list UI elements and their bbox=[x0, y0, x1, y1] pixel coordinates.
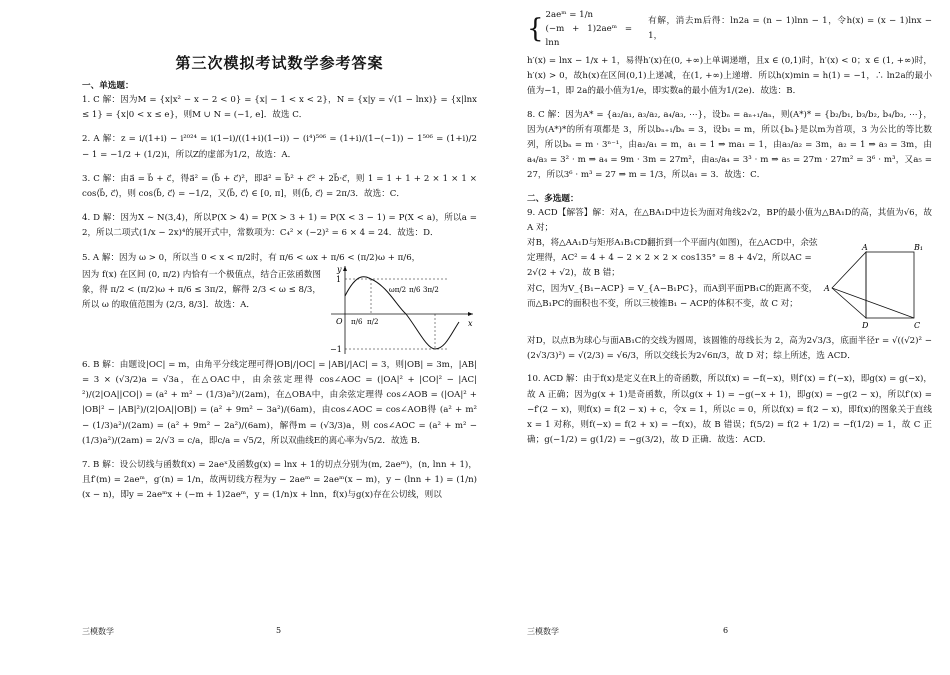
footer-name-right: 三模数学 bbox=[527, 627, 559, 636]
page-title: 第三次模拟考试数学参考答案 bbox=[175, 54, 384, 72]
graph-y-label: y bbox=[337, 264, 342, 274]
page-6 bbox=[505, 0, 950, 675]
answer-q9-a: 9. ACD【解答】解：对A，在△BA₁D中边长为面对角线2√2，BP的最小值为△BA₁D的高，其值为√6，故 A 对； bbox=[527, 207, 932, 233]
graph-tick-3pi2: 3π/2 bbox=[423, 285, 439, 294]
geo-label-A: A bbox=[824, 284, 830, 294]
footer-page-right: 6 bbox=[723, 626, 729, 635]
answer-q8: 8. C 解：因为A* = {a₂/a₁, a₃/a₂, a₄/a₃, ⋯}，设bₙ = aₙ₊₁/aₙ，则(A*)* = {b₂/b₁, b₃/b₂, b₄/b₃, ⋯}，因为(A*)*的所有项都是 3，所以bₙ₊₁/bₙ = 3，设b₁ = m，所以{bₙ}是以m为首项，3 为公比的等比数列，所以bₙ = m · 3ⁿ⁻¹，由a₂/a₁ = m，a₁ = 1 ⇒ ma₁ = 1，由a₃/a₂ = 3m，a₂ = 1 ⇒ a₃ = 3m，由a₄/a₃ = 3² · m ⇒ a₄ = 9m · 3m = 27m²，由a₅/a₄ = 3³ · m ⇒ a₅ = 27m · 27m² = 3⁶ · m³，又a₅ = 27，所以3⁶ · m³ = 27 ⇒ m = 1/3，所以a₁ = 3．故选：C． bbox=[527, 109, 932, 181]
answer-q5-intro: 5. A 解：因为 ω > 0，所以当 0 < x < π/2时，有 π/6 < ωx + π/6 < (π/2)ω + π/6， bbox=[82, 252, 421, 263]
answer-q1: 1. C 解：因为M = {x|x² − x − 2 < 0} = {x| − 1 < x < 2}，N = {x|y = √(1 − lnx)} = {x|lnx ≤ 1} = {x|0 < x ≤ e}，则M ∪ N = (−1, e]．故选 C． bbox=[82, 95, 477, 121]
system-eq2: (−m + 1)2aeᵐ = lnn bbox=[545, 24, 633, 48]
answer-q6: 6. B 解：由题设|OC| = m，由角平分线定理可得|OB|/|OC| = |AB|/|AC| = 3，则|OB| = 3m，|AB| = 3 × (√3/2)a = √3a，在△OAC中，由余弦定理得 cos∠AOC = (|OA|² + |CO|² − |AC|²)/(2|OA||CO|) = (a² + m² − (1/3)a²)/(2am)，在△OBA中，由余弦定理得 cos∠AOB = (|OA|² + |OB|² − |AB|²)/(2|OA||OB|) = (a² + 9m² − 3a²)/(6am)，由cos∠AOC = cos∠AOB得 (a² + m² − (1/3)a²)/(2am) = (a² + 9m² − 2a²)/(6am)，解得m = (√3/3)a，则 cos∠AOC = (a² + m² − (1/3)a²)/(2am) = 2/√3 = c/a，即c/a = √5/2，所以双曲线E的离心率为√5/2．故选 B． bbox=[82, 359, 477, 446]
graph-origin: O bbox=[336, 316, 343, 326]
graph-y-top: 1 bbox=[336, 274, 342, 284]
footer-page-left: 5 bbox=[276, 626, 282, 635]
answer-q9-c: 对C，因为V_{B₁−ACP} = V_{A−B₁PC}，而A到平面PB₁C的距离不变，而△B₁PC的面积也不变，所以三棱锥B₁ − ACP的体积不变，故 C 对； bbox=[527, 283, 818, 309]
q5-graph-row bbox=[82, 264, 477, 358]
graph-tick-pi6b: π/6 bbox=[409, 285, 421, 294]
section-multi-choice: 二、多选题： bbox=[527, 193, 579, 204]
section-single-choice: 一、单选题： bbox=[82, 81, 134, 91]
q7-continued-system: { 2aeᵐ = 1/n (−m + 1)2aeᵐ = lnn 有解，消去m后得：ln2a = (n − 1)lnn − 1，令h(x) = (x − 1)lnx − 1， bbox=[527, 10, 932, 48]
answer-q2: 2. A 解：z = i/(1+i) − i²⁰²⁴ = i(1−i)/((1+i)(1−i)) − (i⁴)⁵⁰⁶ = (1+i)/(1−(−1)) − 1⁵⁰⁶ = (1+i)/2 − 1 = −1/2 + (1/2)i，所以Z的虚部为1/2，故选：A． bbox=[82, 134, 477, 160]
geo-label-C: C bbox=[914, 321, 921, 331]
answer-q10: 10. ACD 解：由于f(x)是定义在R上的奇函数，所以f(x) = −f(−x)，则f′(x) = f′(−x)，即g(x) = g(−x)，故 A 正确；因为g(x + 1)是奇函数，所以g(x + 1) = −g(−x + 1)，即g(x) = −g(2 − x)，所以f′(x) = −f′(2 − x)，则f(x) = f(2 − x) + c，令x = 1，所以c = 0，所以f(x) = f(2 − x)，即f(x)的图象关于直线x = 1 对称，则f(−x) = f(2 + x) = −f(x)，故 B 错误；f(5/2) = f(2 + 1/2) = −f(1/2) = 1，故 C 正确；g(−1/2) = g(1/2) = −g(3/2)，故 D 正确．故选：ACD． bbox=[527, 374, 932, 446]
graph-tick-pi2: π/2 bbox=[367, 317, 379, 326]
fold-figure bbox=[822, 244, 932, 334]
sine-graph bbox=[327, 262, 477, 358]
answer-q5: 因为 f(x) 在区间 (0, π/2) 内恰有一个极值点，结合正弦函数图象，得 π/2 < (π/2)ω + π/6 ≤ 3π/2，解得 2/3 < ω ≤ 8/3，所以 ω 的取值范围为 (2/3, 8/3]．故选：A． bbox=[82, 269, 321, 311]
answer-q9-b: 对B，将△AA₁D与矩形A₁B₁CD翻折到一个平面内(如图)，在△ACD中，余弦定理得，AC² = 4 + 4 − 2 × 2 × 2 × cos135° = 8 + 4√2，所以AC = 2√(2 + √2)，故 B 错； bbox=[527, 238, 818, 279]
q9-figure-row bbox=[527, 236, 932, 334]
answer-q3: 3. C 解：由a⃗ = b⃗ + c⃗，得a⃗² = (b⃗ + c⃗)²，即a⃗² = b⃗² + c⃗² + 2b⃗·c⃗，则 1 = 1 + 1 + 2 × 1 × 1 × cos⟨b⃗, c⃗⟩，则 cos⟨b⃗, c⃗⟩ = −1/2，又⟨b⃗, c⃗⟩ ∈ [0, π]，则⟨b⃗, c⃗⟩ = 2π/3．故选：C． bbox=[82, 173, 477, 200]
graph-x-label: x bbox=[468, 318, 473, 328]
geo-label-A1: A bbox=[862, 244, 868, 253]
answer-q4: 4. D 解：因为X ∼ N(3,4)，所以P(X > 4) = P(X > 3 + 1) = P(X < 3 − 1) = P(X < a)，所以a = 2，所以二项式(1/x − 2x)⁴的展开式中，常数项为：C₄² × (−2)² = 6 × 4 = 24．故选：D． bbox=[82, 213, 477, 239]
graph-y-bottom: −1 bbox=[330, 344, 342, 354]
answer-q7: 7. B 解：设公切线与函数f(x) = 2aeˣ及函数g(x) = lnx + 1的切点分别为(m, 2aeᵐ)，(n, lnn + 1)，且f′(m) = 2aeᵐ，g′(n) = 1/n，故两切线方程为y − 2aeᵐ = 2aeᵐ(x − m)，y − (lnn + 1) = (1/n)(x − n)，即y = 2aeᵐx + (−m + 1)2aeᵐ，y = (1/n)x + lnn，f(x)与g(x)存在公切线，则以 bbox=[82, 460, 477, 501]
graph-tick-pi6: π/6 bbox=[351, 317, 363, 326]
footer-name-left: 三模数学 bbox=[82, 627, 114, 636]
graph-tick-omega: ωπ/2 bbox=[389, 285, 407, 294]
answer-q7-continued: h′(x) = lnx − 1/x + 1，易得h′(x)在(0, +∞)上单调递增，且x ∈ (0,1)时，h′(x) < 0；x ∈ (1, +∞)时，h′(x) > 0，故h(x)在区间(0,1)上递减，在(1, +∞)上递增．所以h(x)min = h(1) = −1，∴ ln2a的最小值为−1，即 2a的最小值为1/e，即实数a的最小值为1/(2e)．故选：B． bbox=[527, 56, 932, 97]
system-eq1: 2aeᵐ = 1/n bbox=[545, 10, 594, 20]
answer-q9-d: 对D，以点B为球心与面AB₁C的交线为圆周，该圆锥的母线长为 2，高为2√3/3，底面半径r = √((√2)² − (2√3/3)²) = √(2/3) = √6/3，所以交线长为2√6π/3，故 D 对；综上所述，选 ACD． bbox=[527, 336, 932, 362]
geo-label-D: D bbox=[862, 321, 869, 331]
q9-text-column bbox=[527, 236, 818, 334]
system-tail: 有解，消去m后得：ln2a = (n − 1)lnn − 1，令h(x) = (x − 1)lnx − 1， bbox=[648, 15, 932, 41]
geo-label-B1: B₁ bbox=[914, 244, 924, 253]
